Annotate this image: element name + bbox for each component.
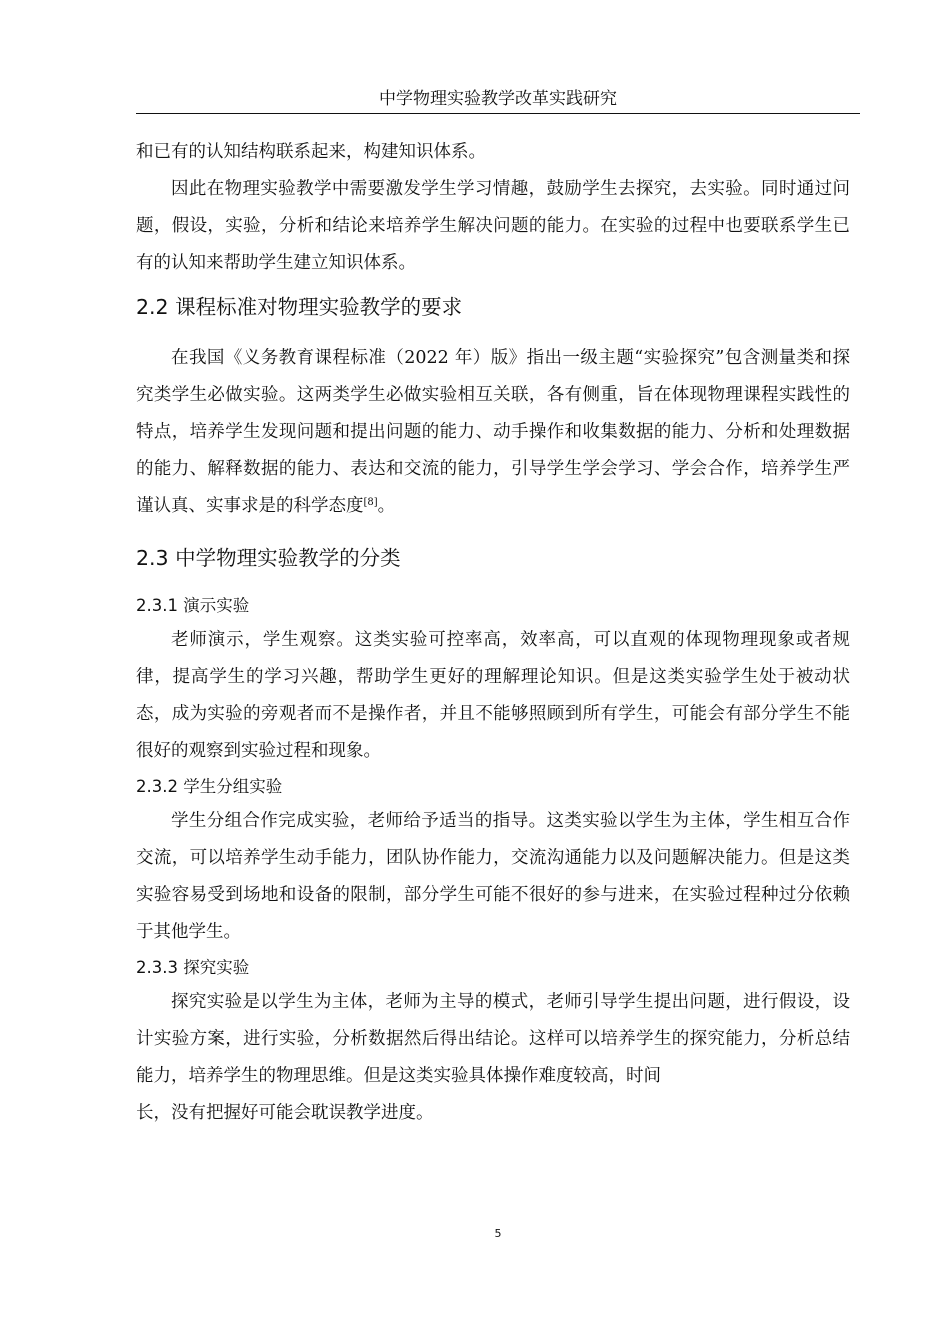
paragraph-curriculum-standard <box>136 340 850 525</box>
paragraph-curriculum-end: 。 <box>377 496 396 516</box>
body-content <box>136 134 850 1132</box>
header-rule <box>136 113 860 114</box>
paragraph-group-experiment: 学生分组合作完成实验，老师给予适当的指导。这类实验以学生为主体，学生相互合作交流，可以培养学生动手能力，团队协作能力，交流沟通能力以及问题解决能力。但是这类实验容易受到场地和设备的限制，部分学生可能不很好的参与进来，在实验过程种过分依赖于其他学生。 <box>136 811 850 942</box>
paragraph-curriculum-text: 在我国《义务教育课程标准（2022 年）版》指出一级主题“实验探究”包含测量类和探究类学生必做实验。这两类学生必做实验相互关联，各有侧重，旨在体现物理课程实践性的特点，培养学生发现问题和提出问题的能力、动手操作和收集数据的能力、分析和处理数据的能力、解释数据的能力、表达和交流的能力，引导学生学会学习、学会合作，培养学生严谨认真、实事求是的科学态度 <box>136 348 850 516</box>
paragraph-demonstration: 老师演示，学生观察。这类实验可控率高，效率高，可以直观的体现物理现象或者规律，提高学生的学习兴趣，帮助学生更好的理解理论知识。但是这类实验学生处于被动状态，成为实验的旁观者而不是操作者，并且不能够照顾到所有学生，可能会有部分学生不能很好的观察到实验过程和现象。 <box>136 630 850 761</box>
paragraph-experiment-teaching: 因此在物理实验教学中需要激发学生学习情趣，鼓励学生去探究，去实验。同时通过问题，假设，实验，分析和结论来培养学生解决问题的能力。在实验的过程中也要联系学生已有的认知来帮助学生建立知识体系。 <box>136 179 850 273</box>
section-heading-2-2: 2.2 课程标准对物理实验教学的要求 <box>136 295 463 319</box>
running-header: 中学物理实验教学改革实践研究 <box>379 89 617 109</box>
paragraph-continuation: 和已有的认知结构联系起来，构建知识体系。 <box>136 142 486 162</box>
subsection-heading-2-3-1: 2.3.1 演示实验 <box>136 596 250 615</box>
subsection-heading-2-3-2: 2.3.2 学生分组实验 <box>136 777 283 796</box>
subsection-heading-2-3-3: 2.3.3 探究实验 <box>136 958 250 977</box>
page-number: 5 <box>494 1227 502 1240</box>
section-heading-2-3: 2.3 中学物理实验教学的分类 <box>136 546 401 570</box>
paragraph-inquiry-experiment: 探究实验是以学生为主体，老师为主导的模式，老师引导学生提出问题，进行假设，设计实验方案，进行实验，分析数据然后得出结论。这样可以培养学生的探究能力，分析总结能力，培养学生的物理思维。但是这类实验具体操作难度较高，时间 <box>136 992 850 1086</box>
citation-marker: [8] <box>363 497 378 508</box>
paragraph-inquiry-last-line: 长，没有把握好可能会耽误教学进度。 <box>136 1103 434 1123</box>
